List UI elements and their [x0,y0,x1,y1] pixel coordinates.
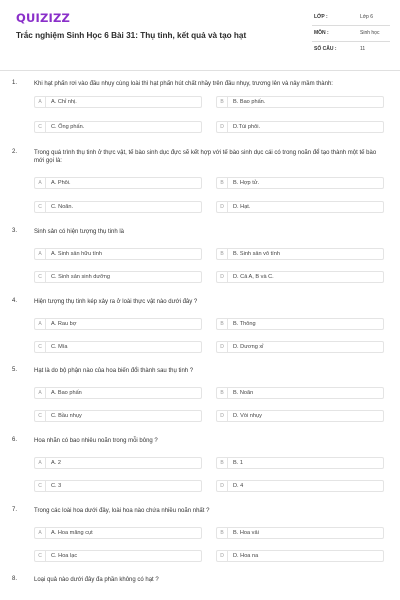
option-a[interactable] [34,96,202,108]
option-letter: A [35,249,46,259]
option-text: B. 1 [233,460,243,466]
option-text: A. Sinh sản hữu tính [51,251,103,257]
option-letter: B [217,178,228,188]
option-text: D. Hoa na [233,553,259,559]
option-text: A. Rau bợ [51,321,77,327]
option-b[interactable] [216,387,384,399]
option-letter: D [217,551,228,561]
option-letter: C [35,342,46,352]
option-text: C. 3 [51,483,62,489]
option-text: C. Ống phấn. [51,124,85,130]
option-c[interactable] [34,550,202,562]
option-letter: A [35,458,46,468]
meta-row-subject [312,26,390,42]
option-letter: D [217,342,228,352]
option-text: D. Hạt. [233,204,251,210]
meta-row-class [312,10,390,26]
option-letter: D [217,411,228,421]
option-letter: B [217,249,228,259]
meta-value: Lớp 6 [360,14,374,20]
document-header [0,0,400,70]
question-text: Khi hạt phấn rơi vào đầu nhụy cùng loài thì hạt phấn hút chất nhầy trên đầu nhụy, trương lên và nảy mầm thành: [34,81,333,87]
option-text: C. Sinh sản sinh dưỡng [51,274,111,280]
question-text: Trong quá trình thụ tinh ở thực vật, tế bào sinh dục đực sẽ kết hợp với tế bào sinh dục cái có trong noãn để tạo thành một tế bào mới gọi là: [34,150,377,165]
option-c[interactable] [34,410,202,422]
option-text: C. Hoa lạc [51,553,78,559]
option-a[interactable] [34,177,202,189]
option-letter: D [217,481,228,491]
question-text: Hiện tượng thụ tinh kép xảy ra ở loài thực vật nào dưới đây ? [34,299,198,305]
question-text: Loại quả nào dưới đây đa phần không có hạt ? [34,577,159,583]
option-letter: C [35,551,46,561]
option-b[interactable] [216,177,384,189]
option-text: B. Hoa vải [233,530,259,536]
option-text: D. Dương xỉ [233,344,264,350]
meta-row-question-count [312,42,390,58]
meta-value: 11 [360,46,366,52]
option-letter: C [35,272,46,282]
option-letter: A [35,178,46,188]
option-c[interactable] [34,201,202,213]
option-text: D. Cả A, B và C. [233,274,274,280]
meta-value: Sinh học [360,30,380,36]
option-letter: B [217,388,228,398]
question-number: 5. [12,367,18,373]
option-letter: D [217,272,228,282]
option-d[interactable] [216,480,384,492]
option-d[interactable] [216,341,384,353]
option-text: C. Mía [51,344,68,350]
option-letter: A [35,528,46,538]
option-a[interactable] [34,318,202,330]
option-a[interactable] [34,457,202,469]
option-d[interactable] [216,410,384,422]
option-d[interactable] [216,201,384,213]
question-number: 7. [12,507,18,513]
option-c[interactable] [34,480,202,492]
question-number: 3. [12,228,18,234]
option-letter: C [35,481,46,491]
option-text: B. Sinh sản vô tính [233,251,280,257]
question-text: Hạt là do bộ phận nào của hoa biến đổi thành sau thụ tinh ? [34,368,194,374]
option-c[interactable] [34,121,202,133]
option-text: B. Thông [233,321,256,327]
option-letter: B [217,97,228,107]
meta-table [312,10,390,58]
option-letter: B [217,458,228,468]
question-number: 2. [12,149,18,155]
document-title: Trắc nghiệm Sinh Học 6 Bài 31: Thụ tinh, kết quả và tạo hạt [16,31,247,40]
option-text: B. Bao phấn. [233,99,266,105]
option-b[interactable] [216,457,384,469]
option-b[interactable] [216,248,384,260]
quizizz-logo: QUIZIZZ [16,11,71,25]
option-b[interactable] [216,96,384,108]
option-text: D.Túi phôi. [233,124,261,130]
option-letter: A [35,388,46,398]
meta-label: MÔN : [314,30,329,36]
option-text: A. Chỉ nhị. [51,99,77,105]
option-a[interactable] [34,527,202,539]
option-text: D. Vòi nhụy [233,413,262,419]
option-text: D. 4 [233,483,244,489]
option-text: B. Hợp tử. [233,180,260,186]
option-letter: C [35,411,46,421]
option-text: A. Bao phấn [51,390,82,396]
meta-label: SỐ CÂU : [314,46,337,52]
option-letter: A [35,319,46,329]
option-letter: B [217,528,228,538]
option-text: C. Bầu nhụy [51,413,82,419]
option-b[interactable] [216,527,384,539]
question-text: Hoa nhãn có bao nhiêu noãn trong mỗi bông ? [34,438,158,444]
option-c[interactable] [34,341,202,353]
option-letter: C [35,202,46,212]
option-letter: D [217,122,228,132]
header-divider [0,70,400,71]
option-d[interactable] [216,550,384,562]
option-letter: B [217,319,228,329]
option-d[interactable] [216,271,384,283]
option-text: B. Noãn [233,390,254,396]
option-b[interactable] [216,318,384,330]
question-number: 6. [12,437,18,443]
question-number: 8. [12,576,18,582]
question-text: Trong các loài hoa dưới đây, loài hoa nào chứa nhiều noãn nhất ? [34,508,210,514]
option-text: A. 2 [51,460,61,466]
option-a[interactable] [34,248,202,260]
option-letter: C [35,122,46,132]
option-c[interactable] [34,271,202,283]
question-number: 4. [12,298,18,304]
option-letter: A [35,97,46,107]
option-text: A. Phôi. [51,180,71,186]
option-letter: D [217,202,228,212]
option-text: A. Hoa măng cụt [51,530,93,536]
option-d[interactable] [216,121,384,133]
question-text: Sinh sản có hiện tượng thụ tinh là [34,229,125,235]
option-text: C. Noãn. [51,204,74,210]
option-a[interactable] [34,387,202,399]
meta-label: LỚP : [314,14,328,20]
question-number: 1. [12,80,18,86]
